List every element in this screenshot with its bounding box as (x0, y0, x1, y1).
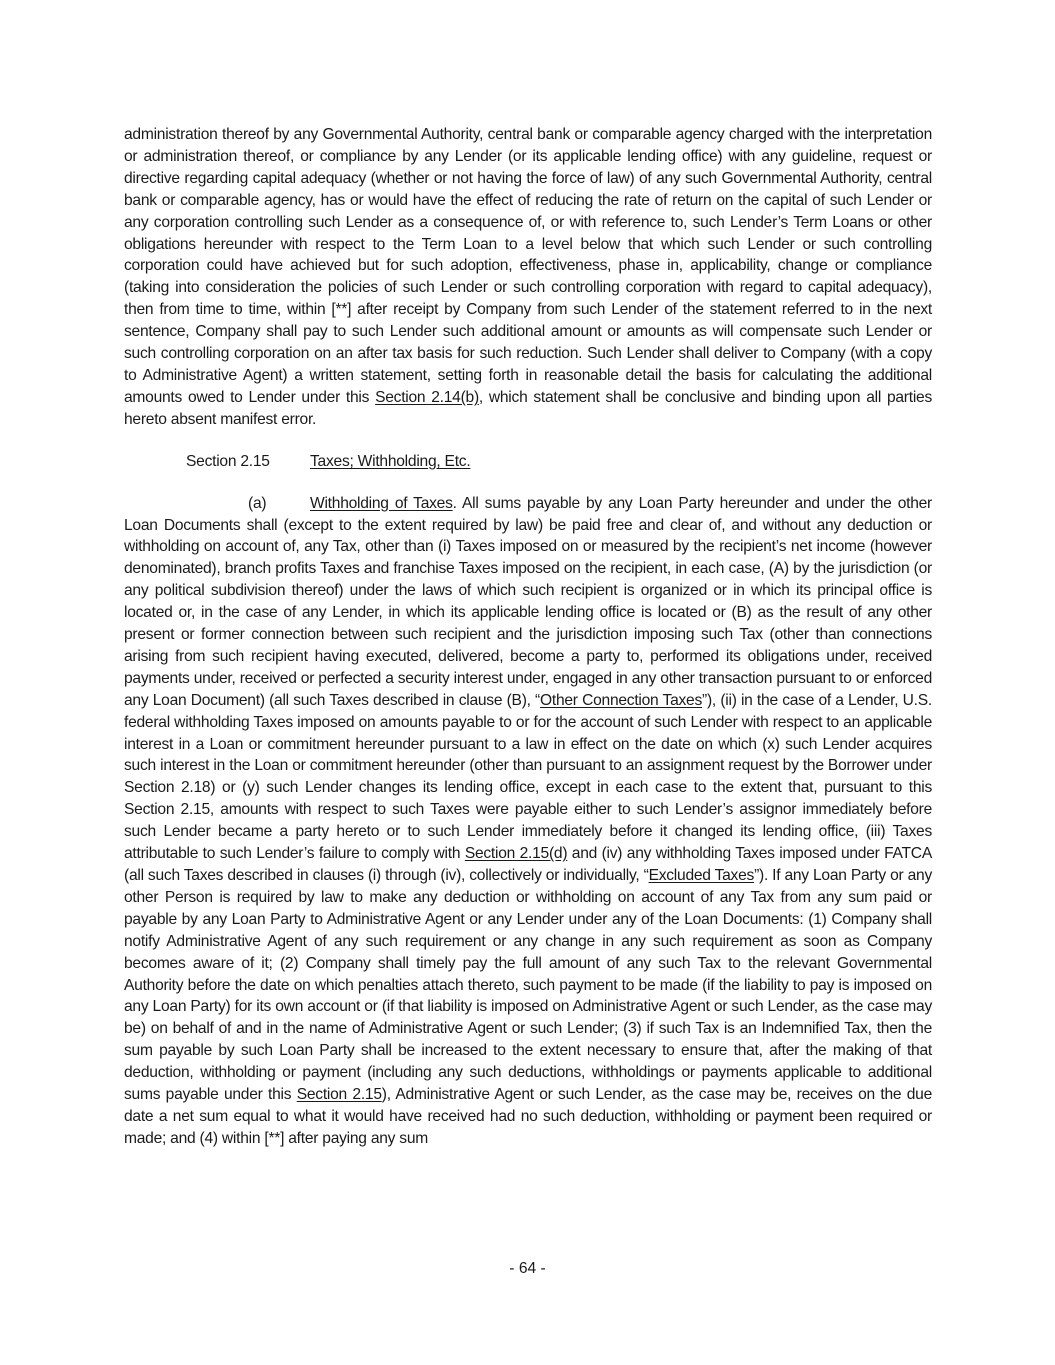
section-reference: Section 2.15(d) (464, 845, 568, 863)
paragraph-text: and (iv) any withholding Taxes imposed under FATCA (all such Taxes described in clauses (i) through (iv), collectively or individually, “ (124, 845, 932, 884)
subsection-label: (a) (248, 494, 267, 512)
section-number: Section 2.15 (186, 452, 270, 470)
subsection-title: Withholding of Taxes (310, 494, 453, 512)
section-reference: Section 2.15 (296, 1086, 382, 1104)
paragraph-text: . All sums payable by any Loan Party hereunder and under the other Loan Documents shall (except to the extent required by law) be paid free and clear of, and without any deduction or withholding on account of, any Tax, other than (i) Taxes imposed on or measured by the recipient’s net income (however denominated), branch profits Taxes and franchise Taxes imposed on the recipient, in each case, (A) by the jurisdiction (or any political subdivision thereof) under the laws of which such recipient is organized or in which its principal office is located or, in the case of any Lender, in which its applicable lending office is located or (B) as the result of any other present or former connection between such recipient and the jurisdiction imposing such Tax (other than connections arising from such recipient having executed, delivered, become a party to, performed its obligations under, received payments under, received or perfected a security interest under, engaged in any other transaction pursuant to or enforced any Loan Document) (all such Taxes described in clause (B), “ (124, 494, 932, 709)
paragraph-text: ), Administrative Agent or such Lender, as the case may be, receives on the due date a net sum equal to what it would have received had no such deduction, withholding or payment been required or made; and (4) within [**] after paying any sum (124, 1086, 933, 1147)
section-heading (124, 451, 932, 473)
paragraph-text: ”), (ii) in the case of a Lender, U.S. federal withholding Taxes imposed on amounts payable to or for the account of such Lender with respect to an applicable interest in a Loan or commitment hereunder pursuant to a law in effect on the date on which (x) such Lender acquires such interest in the Loan or commitment hereunder (other than pursuant to an assignment request by the Borrower under Section 2.18) or (y) such Lender changes its lending office, except in each case to the extent that, pursuant to this Section 2.15, amounts with respect to such Taxes were payable either to such Lender’s assignor immediately before such Lender became a party hereto or to such Lender immediately before it changed its lending office, (iii) Taxes attributable to such Lender’s failure to comply with (124, 691, 932, 863)
paragraph-withholding-of-taxes (124, 493, 932, 1150)
section-reference: Section 2.14(b) (375, 388, 479, 406)
defined-term: Excluded Taxes (648, 867, 755, 884)
paragraph-text: , which statement shall be conclusive and binding upon all parties hereto absent manifest error. (124, 388, 933, 428)
section-title: Taxes; Withholding, Etc. (310, 452, 471, 470)
paragraph-capital-adequacy (124, 124, 932, 431)
paragraph-text: administration thereof by any Governmental Authority, central bank or comparable agency charged with the interpretation or administration thereof, or compliance by any Lender (or its applicable lending office) with any guideline, request or directive regarding capital adequacy (whether or not having the force of law) of any such Governmental Authority, central bank or comparable agency, has or would have the effect of reducing the rate of return on the capital of such Lender or any corporation controlling such Lender as a consequence of, or with reference to, such Lender’s Term Loans or other obligations hereunder with respect to the Term Loan to a level below that which such Lender or such controlling corporation could have achieved but for such adoption, effectiveness, phase in, applicability, change or compliance (taking into consideration the policies of such Lender or such controlling corporation with regard to capital adequacy), then from time to time, within [**] after receipt by Company from such Lender of the statement referred to in the next sentence, Company shall pay to such Lender such additional amount or amounts as will compensate such Lender or such controlling corporation on an after tax basis for such reduction. Such Lender shall deliver to Company (with a copy to Administrative Agent) a written statement, setting forth in reasonable detail the basis for calculating the additional amounts owed to Lender under this (124, 126, 932, 406)
document-page (124, 124, 932, 1150)
paragraph-text: ”). If any Loan Party or any other Person is required by law to make any deduction or withholding on account of any Tax from any sum paid or payable by any Loan Party to Administrative Agent or any Lender under any of the Loan Documents: (1) Company shall notify Administrative Agent of any such requirement or any change in any such requirement as soon as Company becomes aware of it; (2) Company shall timely pay the full amount of any such Tax to the relevant Governmental Authority before the date on which penalties attach thereto, such payment to be made (if the liability to pay is imposed on any Loan Party) for its own account or (if that liability is imposed on Administrative Agent or such Lender, as the case may be) on behalf of and in the name of Administrative Agent or such Lender; (3) if such Tax is an Indemnified Tax, then the sum payable by such Loan Party shall be increased to the extent necessary to ensure that, after the making of that deduction, withholding or payment (including any such deductions, withholdings or payments applicable to additional sums payable under this (124, 867, 932, 1104)
page-number: - 64 - (509, 1260, 546, 1277)
defined-term: Other Connection Taxes (540, 691, 703, 709)
